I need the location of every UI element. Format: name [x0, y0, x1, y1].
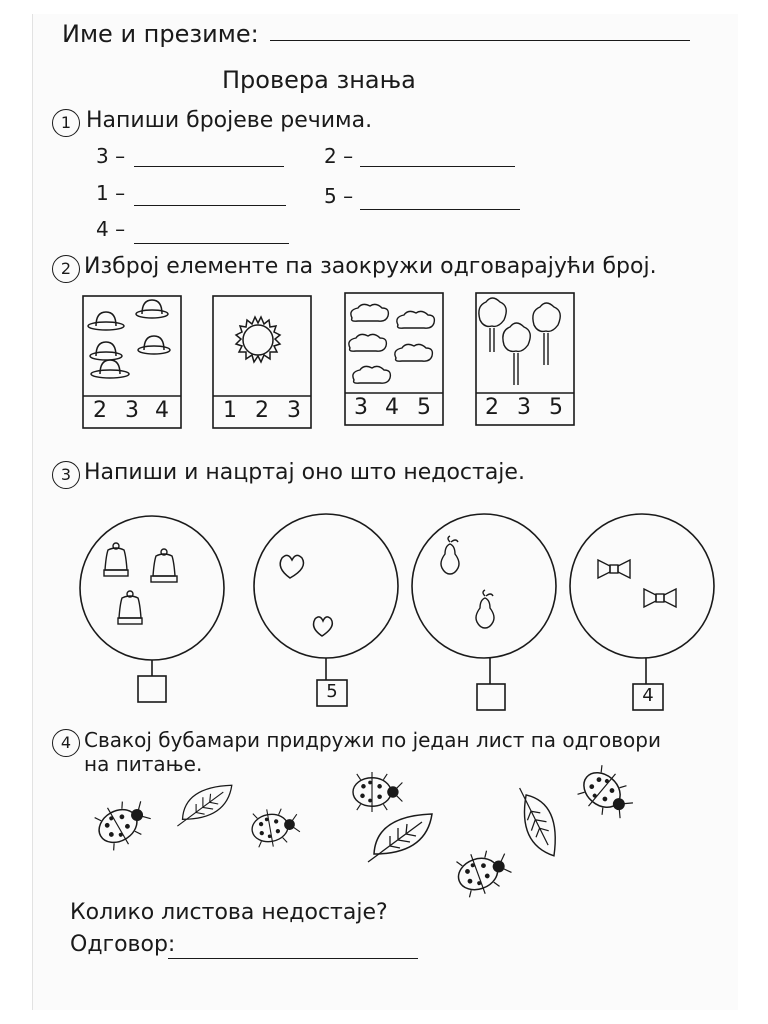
task4-answer-line[interactable] — [168, 958, 418, 959]
task2-box2-option[interactable]: 1 — [223, 398, 237, 423]
ladybug-icon[interactable] — [249, 804, 302, 849]
ladybug-icon[interactable] — [353, 772, 402, 812]
ladybug-icon[interactable] — [573, 761, 640, 827]
task4-instruction-line1: Свакој бубамари придружи по један лист па одговори — [84, 728, 661, 752]
leaf-icon[interactable] — [368, 814, 432, 862]
task2-box3-option[interactable]: 4 — [385, 395, 399, 420]
task2-marker: 2 — [52, 255, 80, 283]
task2-box4-option[interactable]: 3 — [517, 395, 531, 420]
task1-instruction: Напиши бројеве речима. — [86, 108, 373, 133]
task3-box-value-2: 5 — [326, 681, 338, 702]
task4-answer-label: Одговор: — [70, 932, 176, 957]
task2-box4-option[interactable]: 2 — [485, 395, 499, 420]
task1-marker: 1 — [52, 109, 80, 137]
task2-box1-option[interactable]: 2 — [93, 398, 107, 423]
task1-item-2: 2 – — [324, 144, 354, 168]
task3-marker: 3 — [52, 461, 80, 489]
task4-question: Колико листова недостаје? — [70, 900, 388, 925]
task3-box-value-4: 4 — [642, 685, 654, 706]
task2-box2-option[interactable]: 3 — [287, 398, 301, 423]
task2-instruction: Изброј елементе па заокружи одговарајући број. — [84, 254, 657, 279]
task1-item-1: 1 – — [96, 181, 126, 205]
task2-box3-option[interactable]: 5 — [417, 395, 431, 420]
page-title: Провера знања — [222, 66, 416, 94]
task1-item-4: 4 – — [96, 217, 126, 241]
name-label: Име и презиме: — [62, 20, 259, 48]
task2-box2-option[interactable]: 2 — [255, 398, 269, 423]
ladybug-icon[interactable] — [452, 843, 515, 900]
task4-instruction-line2: на питање. — [84, 752, 203, 776]
leaf-icon[interactable] — [509, 788, 564, 856]
leaf-icon[interactable] — [177, 785, 231, 826]
task2-box3-option[interactable]: 3 — [354, 395, 368, 420]
task2-box4-option[interactable]: 5 — [549, 395, 563, 420]
task2-box1-option[interactable]: 4 — [155, 398, 169, 423]
task3-instruction: Напиши и нацртај оно што недостаје. — [84, 460, 525, 485]
task2-box1-option[interactable]: 3 — [125, 398, 139, 423]
task1-item-3: 3 – — [96, 144, 126, 168]
task4-marker: 4 — [52, 729, 80, 757]
task1-item-5: 5 – — [324, 184, 354, 208]
ladybug-icon[interactable] — [90, 792, 156, 854]
